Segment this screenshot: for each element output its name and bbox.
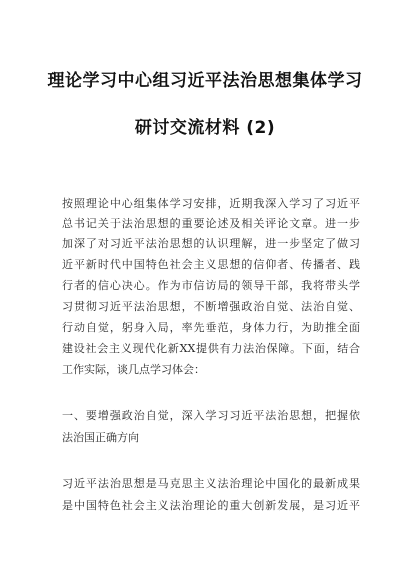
section-heading-line: 法治国正确方向 bbox=[62, 431, 139, 444]
paragraph-2-line: 是中国特色社会主义法治理论的重大创新发展，是习近平 bbox=[62, 499, 360, 512]
document-title: 理论学习中心组习近平法治思想集体学习 bbox=[47, 71, 363, 91]
paragraph-1-line: 总书记关于法治思想的重要论述及相关评论文章。进一步 bbox=[62, 217, 360, 230]
paragraph-1-line: 工作实际，谈几点学习体会： bbox=[62, 363, 205, 376]
paragraph-1-line: 习贯彻习近平法治思想，不断增强政治自觉、法治自觉、 bbox=[62, 300, 360, 313]
paragraph-2-line: 习近平法治思想是马克思主义法治理论中国化的最新成果 bbox=[62, 477, 360, 490]
paragraph-1-line: 建设社会主义现代化新XX提供有力法治保障。下面，结合 bbox=[62, 342, 360, 355]
paragraph-1-line: 行者的信心决心。作为市信访局的领导干部，我将带头学 bbox=[62, 279, 360, 292]
paragraph-1-line: 按照理论中心组集体学习安排，近期我深入学习了习近平 bbox=[62, 197, 360, 210]
paragraph-1-line: 加深了对习近平法治思想的认识理解，进一步坚定了做习 bbox=[62, 237, 360, 250]
paragraph-1-line: 近平新时代中国特色社会主义思想的信仰者、传播者、践 bbox=[62, 258, 360, 271]
paragraph-1-line: 行动自觉，躬身入局，率先垂范，身体力行，为助推全面 bbox=[62, 321, 360, 334]
document-subtitle: 研讨交流材料 (2) bbox=[134, 118, 276, 138]
section-heading-line: 一、要增强政治自觉，深入学习习近平法治思想，把握依 bbox=[62, 409, 360, 422]
